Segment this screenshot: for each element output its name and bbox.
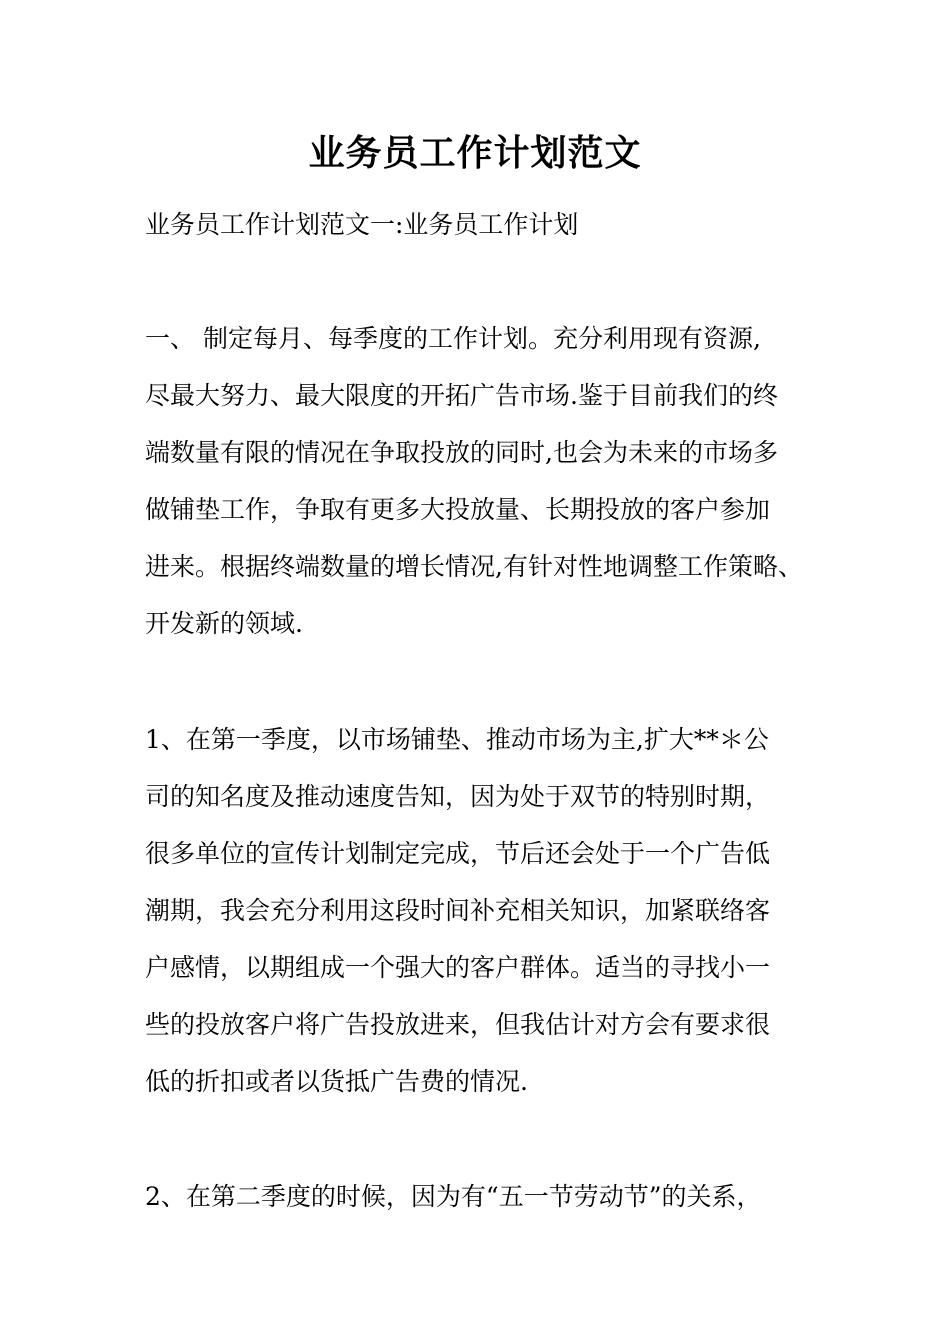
paragraph-line: 开发新的领域.: [145, 609, 303, 638]
paragraph-line: 端数量有限的情况在争取投放的同时,也会为未来的市场多: [145, 438, 778, 467]
paragraph-line: 1、在第一季度，以市场铺垫、推动市场为主,扩大**＊公: [145, 725, 769, 754]
document-subtitle: 业务员工作计划范文一:业务员工作计划: [145, 210, 579, 239]
document-title: 业务员工作计划范文: [308, 132, 642, 174]
paragraph-line: 尽最大努力、最大限度的开拓广告市场.鉴于目前我们的终: [145, 381, 778, 410]
paragraph-line: 2、在第二季度的时候，因为有“五一节劳动节”的关系，: [145, 1182, 762, 1211]
paragraph-line: 户感情，以期组成一个强大的客户群体。适当的寻找小一: [145, 953, 771, 982]
paragraph-line: 司的知名度及推动速度告知，因为处于双节的特别时期，: [145, 782, 771, 811]
paragraph-line: 很多单位的宣传计划制定完成，节后还会处于一个广告低: [145, 839, 771, 868]
paragraph-line: 低的折扣或者以货抵广告费的情况.: [145, 1067, 528, 1096]
paragraph-line: 些的投放客户将广告投放进来，但我估计对方会有要求很: [145, 1010, 771, 1039]
paragraph-line: 一、 制定每月、每季度的工作计划。充分利用现有资源,: [145, 324, 761, 353]
paragraph-line: 做铺垫工作，争取有更多大投放量、长期投放的客户参加: [145, 495, 771, 524]
paragraph-line: 潮期，我会充分利用这段时间补充相关知识，加紧联络客: [145, 896, 771, 925]
paragraph-line: 进来。根据终端数量的增长情况,有针对性地调整工作策略、: [145, 552, 803, 581]
